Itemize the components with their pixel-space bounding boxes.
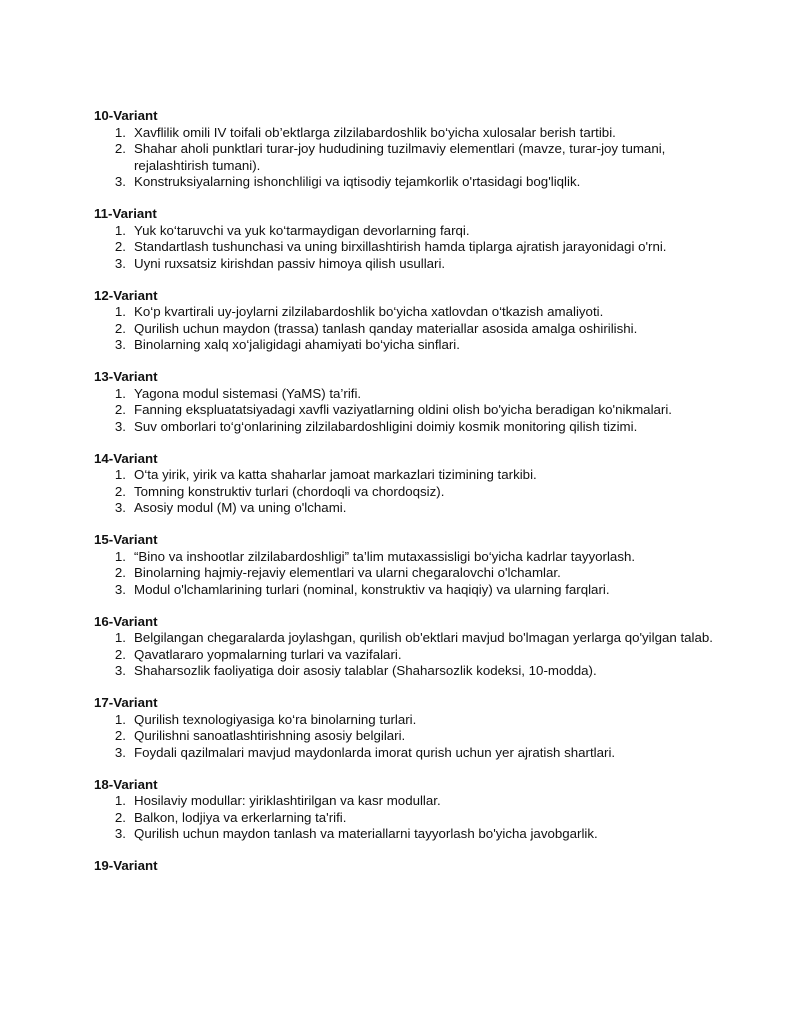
question-text: Standartlash tushunchasi va uning birxillashtirish hamda tiplarga ajratish jarayonidagi o'rni. [134,239,667,254]
variant-section [94,614,714,680]
question-list [94,630,714,680]
question-item [94,647,714,664]
question-item [94,256,714,273]
question-item [94,386,714,403]
question-number: 1. [114,385,126,401]
question-number: 1. [114,124,126,140]
variant-title: 10-Variant [94,108,158,123]
question-item [94,484,714,501]
question-text: Qavatlararo yopmalarning turlari va vazifalari. [134,646,402,662]
question-item [94,304,714,321]
question-list [94,712,714,762]
question-number: 2. [114,483,126,499]
question-item [94,402,714,419]
question-text: Foydali qazilmalari mavjud maydonlarda imorat qurish uchun yer ajratish shartlari. [134,744,616,760]
question-number: 3. [114,744,126,760]
question-number: 3. [114,174,126,189]
variant-title: 17-Variant [94,695,158,710]
variant-title: 18-Variant [94,776,158,792]
question-number: 3. [114,500,126,515]
question-text: Suv omborlari to‘g‘onlarining zilzilabardoshligini doimiy kosmik monitoring qilish tizimi. [134,418,638,434]
question-text: Yuk ko‘taruvchi va yuk ko‘tarmaydigan devorlarning farqi. [134,222,470,238]
variant-section [94,288,714,354]
question-item [94,793,714,810]
question-number: 3. [114,255,126,271]
question-text: Ko‘p kvartirali uy-joylarni zilzilabardoshlik bo‘yicha xatlovdan o‘tkazish amaliyoti. [134,304,604,319]
question-number: 1. [114,548,126,564]
question-item [94,141,714,174]
question-text: Qurilishni sanoatlashtirishning asosiy belgilari. [134,728,406,743]
question-item [94,174,714,191]
question-list [94,125,714,191]
question-item [94,223,714,240]
question-item [94,419,714,436]
question-item [94,321,714,338]
variant-title: 16-Variant [94,613,158,629]
variant-title: 19-Variant [94,858,158,873]
question-text: Qurilish texnologiyasiga ko‘ra binolarning turlari. [134,711,417,727]
question-text: Hosilaviy modullar: yiriklashtirilgan va kasr modullar. [134,793,441,808]
question-text: “Bino va inshootlar zilzilabardoshligi” ta’lim mutaxassisligi bo‘yicha kadrlar tayyorlash. [134,548,636,564]
question-item [94,663,714,680]
question-item [94,745,714,762]
question-list [94,223,714,273]
question-text: Binolarning xalq xo‘jaligidagi ahamiyati bo‘yicha sinflari. [134,337,460,352]
question-item [94,712,714,729]
question-item [94,565,714,582]
question-list [94,304,714,354]
variant-section [94,369,714,435]
variant-title: 13-Variant [94,369,158,384]
variant-section [94,532,714,598]
question-text: Tomning konstruktiv turlari (chordoqli va chordoqsiz). [134,483,445,499]
question-text: Belgilangan chegaralarda joylashgan, qurilish ob'ektlari mavjud bo'lmagan yerlarga qo'yilgan talab. [134,630,713,645]
question-item [94,467,714,484]
question-number: 2. [114,141,126,156]
variant-section [94,206,714,272]
variant-title: 14-Variant [94,450,158,466]
variant-title: 15-Variant [94,532,158,547]
question-number: 3. [114,581,126,597]
question-item [94,337,714,354]
question-number: 1. [114,304,126,319]
question-item [94,239,714,256]
question-text: Qurilish uchun maydon tanlash va materiallarni tayyorlash bo'yicha javobgarlik. [134,826,598,841]
question-number: 1. [114,793,126,808]
question-item [94,549,714,566]
variant-section [94,777,714,843]
question-list [94,386,714,436]
question-text: Shaharsozlik faoliyatiga doir asosiy talablar (Shaharsozlik kodeksi, 10-modda). [134,663,597,678]
question-number: 2. [114,320,126,336]
question-item [94,125,714,142]
question-text: Konstruksiyalarning ishonchliligi va iqtisodiy tejamkorlik o'rtasidagi bog'liqlik. [134,174,581,189]
question-list [94,549,714,599]
question-text: Qurilish uchun maydon (trassa) tanlash qanday materiallar asosida amalga oshirilishi. [134,320,638,336]
question-number: 2. [114,728,126,743]
question-number: 1. [114,222,126,238]
question-text: Xavflilik omili IV toifali ob’ektlarga zilzilabardoshlik bo‘yicha xulosalar berish tartibi. [134,124,616,140]
question-text: O‘ta yirik, yirik va katta shaharlar jamoat markazlari tizimining tarkibi. [134,467,537,482]
question-text: Balkon, lodjiya va erkerlarning ta'rifi. [134,809,347,825]
question-number: 3. [114,663,126,678]
variant-title: 12-Variant [94,287,158,303]
question-text: Binolarning hajmiy-rejaviy elementlari va ularni chegaralovchi o'lchamlar. [134,565,561,580]
variant-section [94,695,714,761]
question-list [94,467,714,517]
question-item [94,500,714,517]
question-number: 2. [114,402,126,417]
question-number: 2. [114,239,126,254]
question-text: Yagona modul sistemasi (YaMS) ta’rifi. [134,385,362,401]
question-number: 3. [114,418,126,434]
question-number: 1. [114,467,126,482]
question-number: 1. [114,630,126,645]
question-text: Shahar aholi punktlari turar-joy hududining tuzilmaviy elementlari (mavze, turar-joy tumani, rejalashtirish tumani). [134,141,666,173]
question-item [94,728,714,745]
question-number: 2. [114,565,126,580]
variant-section [94,451,714,517]
question-item [94,582,714,599]
question-text: Modul o'lchamlarining turlari (nominal, konstruktiv va haqiqiy) va ularning farqlari. [134,581,610,597]
question-number: 3. [114,826,126,841]
variant-section [94,858,714,875]
question-text: Fanning ekspluatatsiyadagi xavfli vaziyatlarning oldini olish bo'yicha beradigan ko'nikmalari. [134,402,672,417]
question-item [94,810,714,827]
document-body [94,108,714,890]
question-number: 2. [114,809,126,825]
question-text: Asosiy modul (M) va uning o'lchami. [134,500,347,515]
question-text: Uyni ruxsatsiz kirishdan passiv himoya qilish usullari. [134,255,446,271]
question-list [94,793,714,843]
variant-section [94,108,714,191]
question-number: 3. [114,337,126,352]
question-number: 2. [114,646,126,662]
question-number: 1. [114,711,126,727]
question-item [94,826,714,843]
question-item [94,630,714,647]
variant-title: 11-Variant [94,206,157,221]
